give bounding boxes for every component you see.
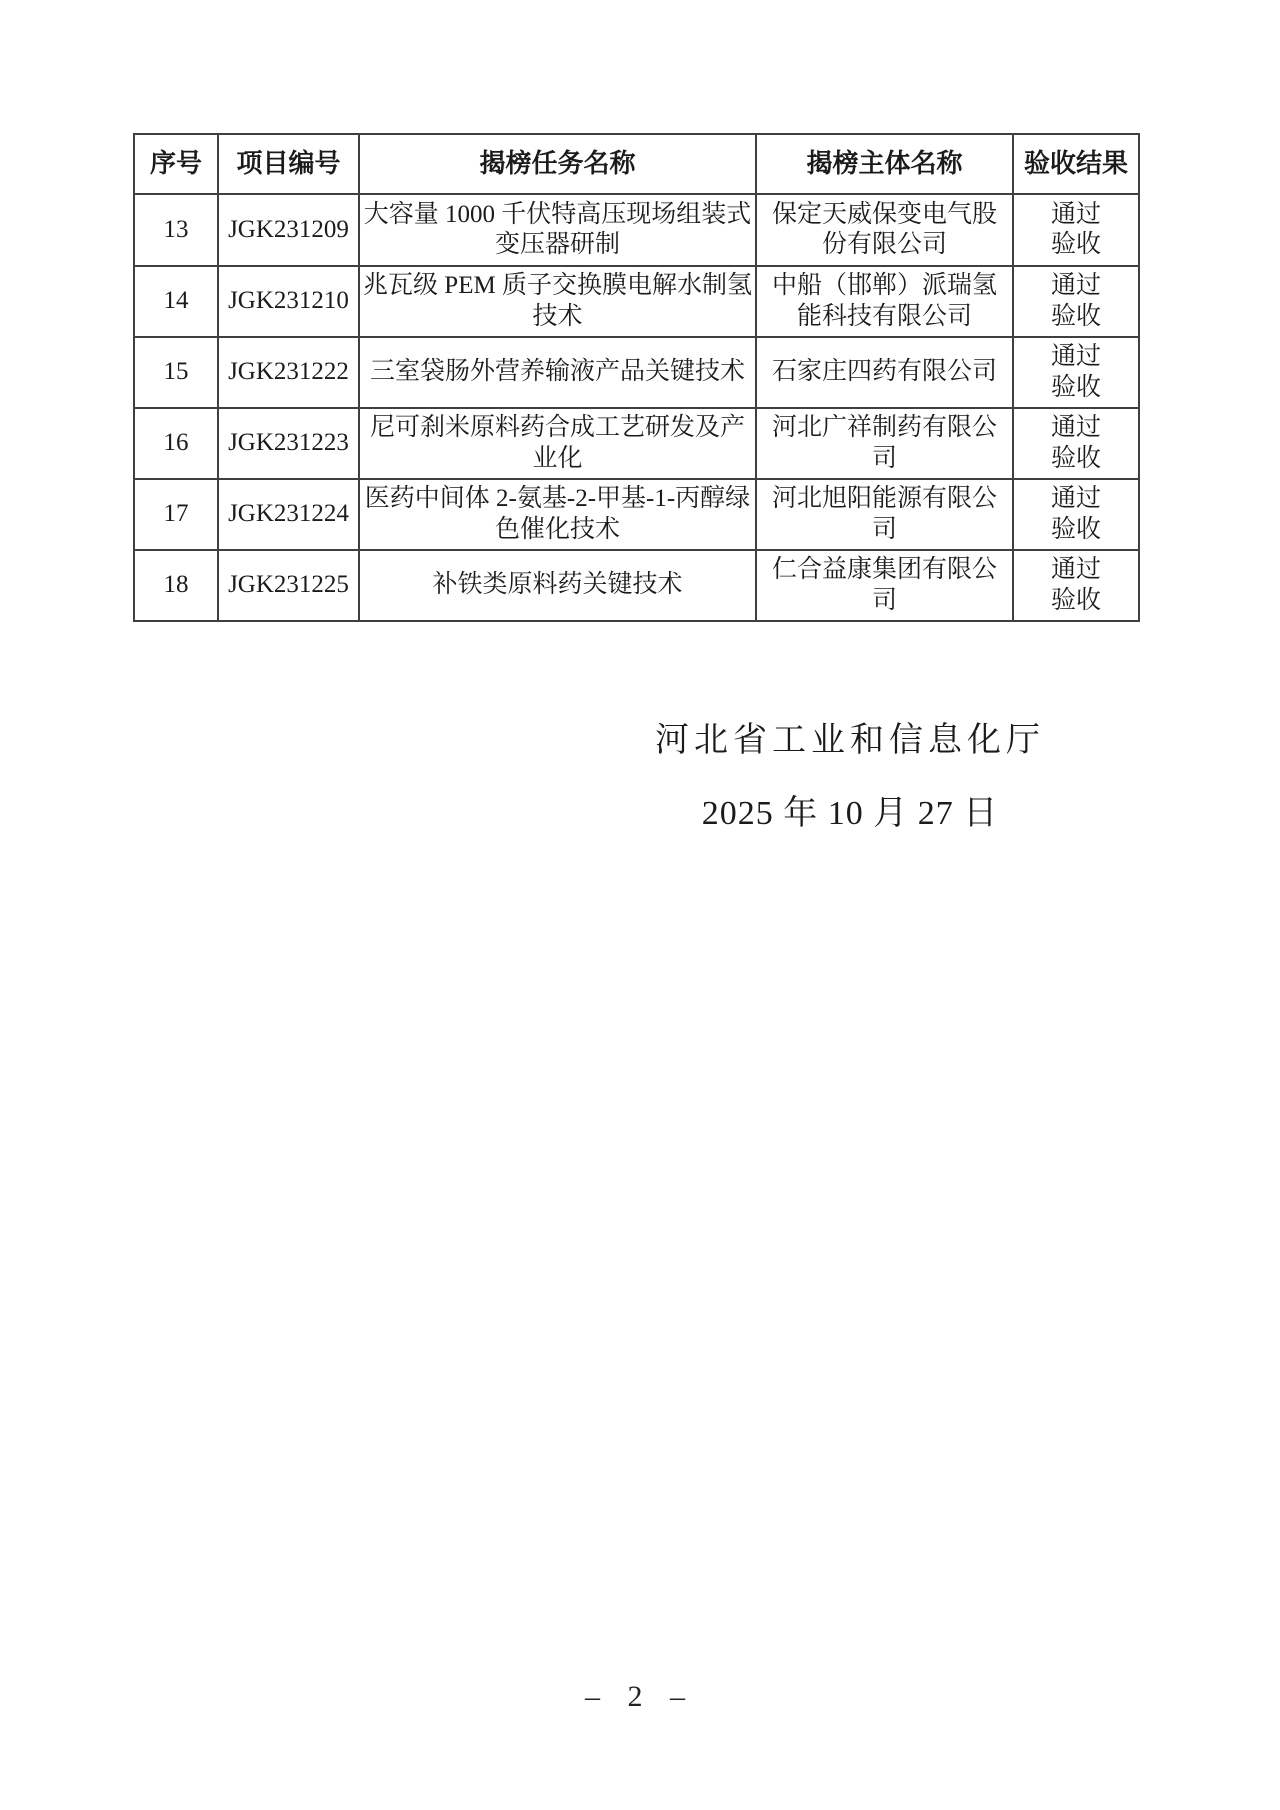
col-header-project-code: 项目编号 [218,134,359,194]
cell-entity-name: 石家庄四药有限公司 [756,337,1013,408]
cell-project-code: JGK231225 [218,550,359,621]
table-row [134,266,1139,337]
cell-task-name: 尼可刹米原料药合成工艺研发及产业化 [359,408,756,479]
cell-acceptance-result [1013,408,1139,479]
cell-project-code: JGK231223 [218,408,359,479]
col-header-entity-name: 揭榜主体名称 [756,134,1013,194]
cell-acceptance-result [1013,194,1139,266]
cell-task-name: 大容量 1000 千伏特高压现场组装式变压器研制 [359,194,756,266]
cell-serial: 16 [134,408,218,479]
cell-entity-name: 河北广祥制药有限公司 [756,408,1013,479]
page-number: – 2 – [585,1680,695,1713]
cell-task-name: 补铁类原料药关键技术 [359,550,756,621]
col-header-acceptance-result: 验收结果 [1013,134,1139,194]
table-row [134,337,1139,408]
cell-entity-name: 中船（邯郸）派瑞氢能科技有限公司 [756,266,1013,337]
acceptance-result-text: 通过验收 [1050,414,1101,472]
cell-acceptance-result [1013,266,1139,337]
acceptance-result-text: 通过验收 [1050,343,1101,401]
acceptance-result-text: 通过验收 [1050,200,1101,258]
cell-task-name: 医药中间体 2-氨基-2-甲基-1-丙醇绿色催化技术 [359,479,756,550]
cell-acceptance-result [1013,550,1139,621]
acceptance-result-text: 通过验收 [1050,485,1101,543]
cell-project-code: JGK231210 [218,266,359,337]
cell-entity-name: 河北旭阳能源有限公司 [756,479,1013,550]
cell-project-code: JGK231224 [218,479,359,550]
cell-serial: 14 [134,266,218,337]
cell-entity-name: 仁合益康集团有限公司 [756,550,1013,621]
acceptance-result-text: 通过验收 [1050,272,1101,330]
table-header-row [134,134,1139,194]
cell-task-name: 兆瓦级 PEM 质子交换膜电解水制氢技术 [359,266,756,337]
acceptance-results-table [133,133,1140,622]
cell-project-code: JGK231222 [218,337,359,408]
issuing-authority: 河北省工业和信息化厅 [655,722,1045,759]
table-row [134,550,1139,621]
cell-acceptance-result [1013,337,1139,408]
cell-task-name: 三室袋肠外营养输液产品关键技术 [359,337,756,408]
table-row [134,408,1139,479]
col-header-serial: 序号 [134,134,218,194]
acceptance-result-text: 通过验收 [1050,556,1101,614]
cell-acceptance-result [1013,479,1139,550]
col-header-task-name: 揭榜任务名称 [359,134,756,194]
issue-date: 2025 年 10 月 27 日 [701,795,999,832]
cell-serial: 18 [134,550,218,621]
signature-block [540,712,1160,834]
cell-serial: 17 [134,479,218,550]
cell-serial: 13 [134,194,218,266]
cell-entity-name: 保定天威保变电气股份有限公司 [756,194,1013,266]
cell-project-code: JGK231209 [218,194,359,266]
table-row [134,479,1139,550]
table-row [134,194,1139,266]
cell-serial: 15 [134,337,218,408]
